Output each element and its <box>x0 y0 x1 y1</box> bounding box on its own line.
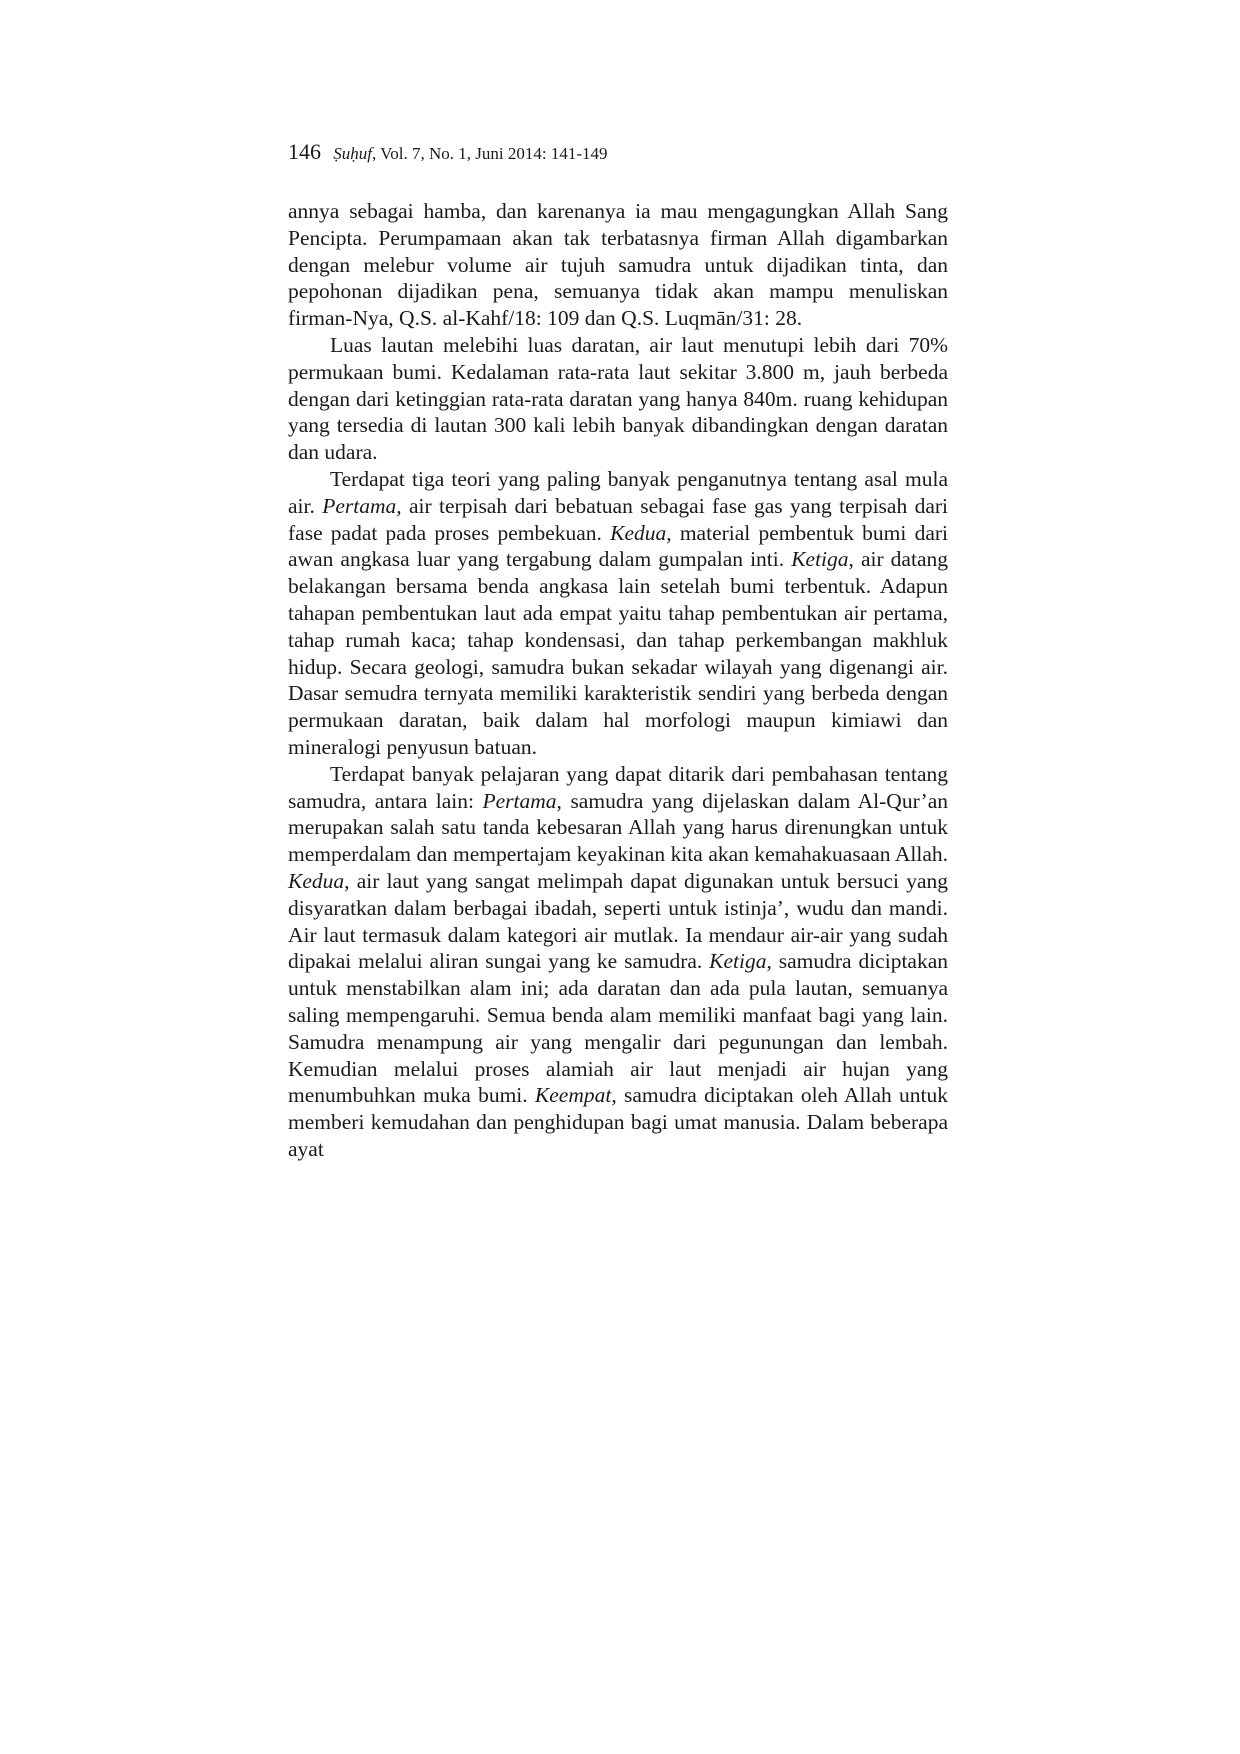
paragraph-text: annya sebagai hamba, dan karenanya ia mau mengagungkan Allah Sang Pencipta. Perumpamaan akan tak terbatasnya firman Allah digambarkan dengan melebur volume air tujuh samudra untuk dijadikan tinta, dan pepohonan dijadikan pena, semuanya tidak akan mampu menuliskan firman-Nya, Q.S. al-Kahf/18: 109 dan Q.S. Luqmān/31: 28. <box>288 199 948 331</box>
paragraph-text: , samudra diciptakan oleh Allah untuk memberi kemudahan dan penghidupan bagi umat manusia. Dalam beberapa ayat <box>288 1083 949 1161</box>
body-paragraph <box>288 761 948 1163</box>
body-paragraph <box>288 332 948 466</box>
paragraph-text: material pembentuk bumi dari awan angkasa luar yang tergabung dalam gumpalan inti. <box>288 520 948 572</box>
italic-term: Keempat <box>534 1083 612 1108</box>
paragraph-text: , air datang belakangan bersama benda angkasa lain setelah bumi terbentuk. Adapun tahapan pembentukan laut ada empat yaitu tahap pembentukan air pertama, tahap rumah kaca; tahap kondensasi, dan tahap perkembangan makhluk hidup. Secara geologi, samudra bukan sekadar wilayah yang digenangi air. Dasar semudra ternyata memiliki karakteristik sendiri yang berbeda dengan permukaan daratan, baik dalam hal morfologi maupun kimiawi dan mineralogi penyusun batuan. <box>288 547 948 759</box>
page-number: 146 <box>288 139 321 164</box>
paragraph-text: Luas lautan melebihi luas daratan, air laut menutupi lebih dari 70% permukaan bumi. Kedalaman rata-rata laut sekitar 3.800 m, jauh berbeda dengan dari ketinggian rata-rata daratan yang hanya 840m. ruang kehidupan yang tersedia di lautan 300 kali lebih banyak dibandingkan dengan daratan dan udara. <box>288 332 948 465</box>
body-text <box>288 198 948 1163</box>
running-header <box>288 140 948 166</box>
journal-citation: , Vol. 7, No. 1, Juni 2014: 141-149 <box>371 144 608 163</box>
paragraph-text: , samudra yang dijelaskan dalam Al-Qur’an merupakan salah satu tanda kebesaran Allah yang harus direnungkan untuk memperdalam dan mempertajam keyakinan kita akan kemahakuasaan Allah. <box>288 788 948 867</box>
body-paragraph <box>288 466 948 761</box>
journal-name: Ṣuḥuf <box>333 144 372 163</box>
italic-term: Pertama <box>482 788 557 813</box>
italic-term: Kedua <box>288 868 345 893</box>
italic-term: Pertama, <box>322 493 402 518</box>
paragraph-text: , air laut yang sangat melimpah dapat digunakan untuk bersuci yang disyaratkan dalam berbagai ibadah, seperti untuk istinja’, wudu dan mandi. Air laut termasuk dalam kategori air mutlak. Ia mendaur air-air yang sudah dipakai melalui aliran sungai yang ke samudra. <box>288 868 948 974</box>
italic-term: Kedua, <box>610 520 672 545</box>
italic-term: Ketiga <box>791 547 849 572</box>
paragraph-text: air terpisah dari bebatuan sebagai fase gas yang terpisah dari fase padat pada proses pembekuan. <box>288 493 949 545</box>
paragraph-text: , samudra diciptakan untuk menstabilkan alam ini; ada daratan dan ada pula lautan, semuanya saling mempengaruhi. Semua benda alam memiliki manfaat bagi yang lain. Samudra menampung air yang mengalir dari pegunungan dan lembah. Kemudian melalui proses alamiah air laut menjadi air hujan yang menumbuhkan muka bumi. <box>288 949 948 1108</box>
paragraph-text: Terdapat tiga teori yang paling banyak penganutnya tentang asal mula air. <box>288 466 948 518</box>
body-paragraph <box>288 198 948 332</box>
paragraph-text: Terdapat banyak pelajaran yang dapat ditarik dari pembahasan tentang samudra, antara lain: <box>288 761 948 813</box>
italic-term: Ketiga <box>709 949 767 974</box>
